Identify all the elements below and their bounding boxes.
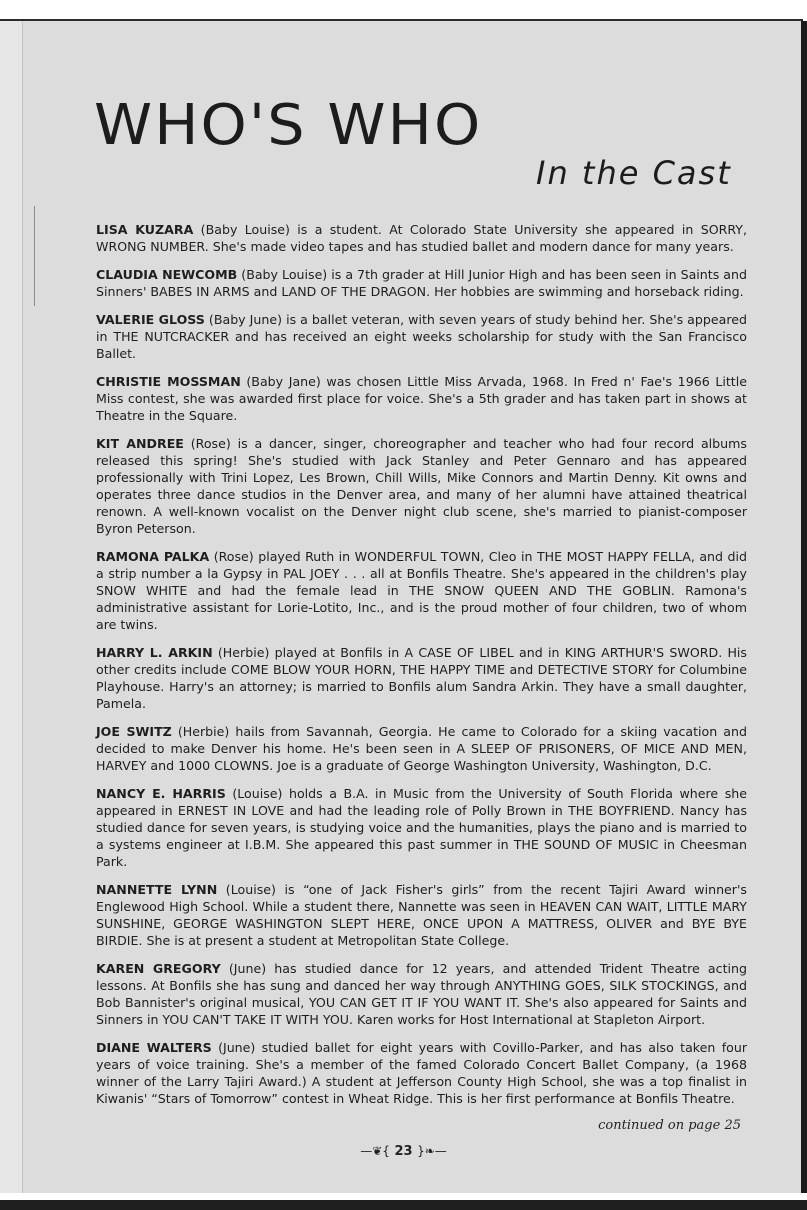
cast-bio-text: (Louise) holds a B.A. in Music from the University of South Florida where she appeared in ERNEST IN LOVE and had the leading role of Polly Brown in THE BOYFRIEND. Nancy has studied dance for seven years, is studying voice and the humanities, plays the piano and is married to a systems engineer at I.B.M. She appeared this past summer in THE SOUND OF MUSIC in Cheesman Park. <box>96 786 747 869</box>
cast-bio-text: (Rose) played Ruth in WONDERFUL TOWN, Cleo in THE MOST HAPPY FELLA, and did a strip number a la Gypsy in PAL JOEY . . . all at Bonfils Theatre. She's appeared in the children's play SNOW WHITE and had the female lead in THE SNOW QUEEN AND THE GOBLIN. Ramona's administrative assistant for Lorie-Lotito, Inc., and is the proud mother of four children, two of whom are twins. <box>96 549 747 632</box>
page-subtitle: In the Cast <box>536 154 732 192</box>
cast-bio-text: (Louise) is “one of Jack Fisher's girls” from the recent Tajiri Award winner's Englewood High School. While a student there, Nannette was seen in HEAVEN CAN WAIT, LITTLE MARY SUNSHINE, GEORGE WASHINGTON SLEPT HERE, ONCE UPON A MATTRESS, OLIVER and BYE BYE BIRDIE. She is at present a student at Metropolitan State College. <box>96 882 747 948</box>
cast-bio <box>96 723 747 774</box>
cast-bio <box>96 435 747 537</box>
cast-bio-text: (Baby June) is a ballet veteran, with seven years of study behind her. She's appeared in THE NUTCRACKER and has received an eight weeks scholarship for study with the San Francisco Ballet. <box>96 312 747 361</box>
cast-bio <box>96 1039 747 1107</box>
cast-bios <box>96 221 747 1118</box>
cast-member-name: NANNETTE LYNN <box>96 882 218 897</box>
cast-bio-text: (June) has studied dance for 12 years, and attended Trident Theatre acting lessons. At Bonfils she has sung and danced her way through ANYTHING GOES, SILK STOCKINGS, and Bob Bannister's original musical, YOU CAN GET IT IF YOU WANT IT. She's also appeared for Saints and Sinners in YOU CAN'T TAKE IT WITH YOU. Karen works for Host International at Stapleton Airport. <box>96 961 747 1027</box>
cast-bio <box>96 373 747 424</box>
page-number <box>0 1144 807 1159</box>
cast-bio <box>96 881 747 949</box>
cast-member-name: VALERIE GLOSS <box>96 312 205 327</box>
cast-member-name: NANCY E. HARRIS <box>96 786 226 801</box>
cast-member-name: DIANE WALTERS <box>96 1040 212 1055</box>
continued-note: continued on page 25 <box>598 1118 741 1133</box>
ornament-right-icon: }❧— <box>417 1144 447 1158</box>
cast-bio-text: (Baby Louise) is a student. At Colorado State University she appeared in SORRY, WRONG NUMBER. She's made video tapes and has studied ballet and modern dance for many years. <box>96 222 748 254</box>
bottom-edge <box>0 1200 807 1210</box>
cast-bio <box>96 548 747 633</box>
cast-bio <box>96 221 747 255</box>
ornament-left-icon: —❦{ <box>360 1144 390 1158</box>
cast-bio <box>96 644 747 712</box>
cast-member-name: LISA KUZARA <box>96 222 194 237</box>
binding-thread <box>34 206 35 306</box>
cast-bio <box>96 960 747 1028</box>
cast-bio-text: (June) studied ballet for eight years with Covillo-Parker, and has also taken four years of voice training. She's a member of the famed Colorado Concert Ballet Company, (a 1968 winner of the Larry Tajiri Award.) A student at Jefferson County High School, she was a top finalist in Kiwanis' “Stars of Tomorrow” contest in Wheat Ridge. This is her first performance at Bonfils Theatre. <box>96 1040 747 1106</box>
cast-bio <box>96 311 747 362</box>
cast-member-name: KAREN GREGORY <box>96 961 221 976</box>
page-title: WHO'S WHO <box>94 93 483 158</box>
cast-bio-text: (Baby Jane) was chosen Little Miss Arvada, 1968. In Fred n' Fae's 1966 Little Miss contest, she was awarded first place for voice. She's a 5th grader and has taken part in shows at Theatre in the Square. <box>96 374 747 423</box>
cast-member-name: JOE SWITZ <box>96 724 172 739</box>
cast-member-name: CHRISTIE MOSSMAN <box>96 374 241 389</box>
cast-bio-text: (Rose) is a dancer, singer, choreographer and teacher who had four record albums released this spring! She's studied with Jack Stanley and Peter Gennaro and has appeared professionally with Trini Lopez, Les Brown, Chill Wills, Mike Connors and Martin Denny. Kit owns and operates three dance studios in the Denver area, and many of her alumni have attained theatrical renown. A well-known vocalist on the Denver night club scene, she's married to pianist-composer Byron Peterson. <box>96 436 747 536</box>
cast-member-name: HARRY L. ARKIN <box>96 645 213 660</box>
cast-bio-text: (Herbie) hails from Savannah, Georgia. He came to Colorado for a skiing vacation and decided to make Denver his home. He's been seen in A SLEEP OF PRISONERS, OF MICE AND MEN, HARVEY and 1000 CLOWNS. Joe is a graduate of George Washington University, Washington, D.C. <box>96 724 747 773</box>
cast-bio <box>96 785 747 870</box>
cast-member-name: RAMONA PALKA <box>96 549 210 564</box>
cast-bio-text: (Herbie) played at Bonfils in A CASE OF LIBEL and in KING ARTHUR'S SWORD. His other credits include COME BLOW YOUR HORN, THE HAPPY TIME and DETECTIVE STORY for Columbine Playhouse. Harry's an attorney; is married to Bonfils alum Sandra Arkin. They have a small daughter, Pamela. <box>96 645 747 711</box>
page-edge-shadow <box>801 21 807 1193</box>
cast-bio-text: (Baby Louise) is a 7th grader at Hill Junior High and has been seen in Saints and Sinners' BABES IN ARMS and LAND OF THE DRAGON. Her hobbies are swimming and horseback riding. <box>96 267 747 299</box>
cast-member-name: CLAUDIA NEWCOMB <box>96 267 238 282</box>
page-number-text: 23 <box>394 1144 413 1159</box>
cast-bio <box>96 266 747 300</box>
page-spine <box>0 21 23 1193</box>
program-page <box>0 19 803 1193</box>
cast-member-name: KIT ANDREE <box>96 436 184 451</box>
